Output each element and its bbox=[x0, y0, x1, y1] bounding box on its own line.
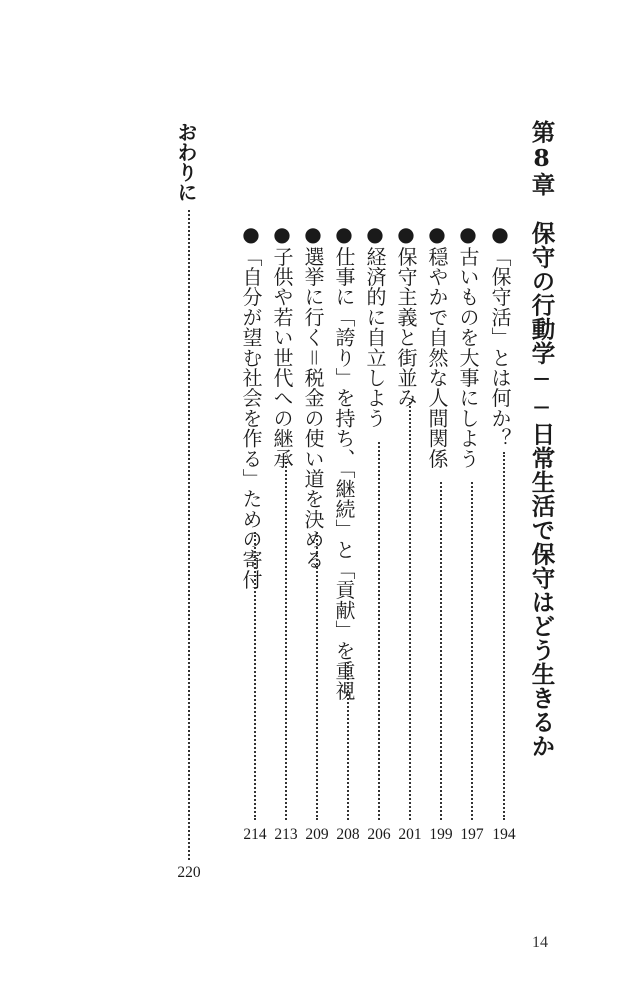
toc-entry-7[interactable] bbox=[303, 0, 333, 1000]
page-number: 197 bbox=[460, 826, 484, 843]
chapter-title: 保守の行動学──日常生活で保守はどう生きるか bbox=[527, 221, 556, 758]
toc-entry-text: ●保守主義と街並み bbox=[394, 222, 418, 408]
page-number: 213 bbox=[274, 826, 298, 843]
dot-leader bbox=[347, 662, 349, 820]
dot-leader bbox=[409, 402, 411, 820]
toc-entry-1[interactable] bbox=[490, 0, 520, 1000]
toc-entry-2[interactable] bbox=[458, 0, 488, 1000]
page-number: 209 bbox=[305, 826, 329, 843]
toc-entry-text: ●選挙に行く＝税金の使い道を決める bbox=[301, 222, 325, 570]
page-number: 220 bbox=[177, 864, 201, 881]
toc-entry-5[interactable] bbox=[365, 0, 395, 1000]
toc-entry-text: ●古いものを大事にしよう bbox=[456, 222, 480, 469]
toc-entry-text: ●「保守活」とは何か？ bbox=[488, 222, 512, 449]
chapter-label: 第8章 bbox=[527, 120, 556, 197]
dot-leader bbox=[188, 210, 190, 860]
toc-entry-9[interactable] bbox=[241, 0, 271, 1000]
closing-title: おわりに bbox=[174, 122, 198, 202]
page-number: 206 bbox=[367, 826, 391, 843]
dot-leader bbox=[254, 532, 256, 820]
toc-entry-text: ●穏やかで自然な人間関係 bbox=[425, 222, 449, 469]
page-number: 194 bbox=[492, 826, 516, 843]
page-number: 201 bbox=[398, 826, 422, 843]
toc-entry-text: ●経済的に自立しよう bbox=[363, 222, 387, 428]
dot-leader bbox=[471, 482, 473, 820]
dot-leader bbox=[285, 462, 287, 820]
page-number: 214 bbox=[243, 826, 267, 843]
page-number: 208 bbox=[336, 826, 360, 843]
toc-entry-text: ●仕事に「誇り」を持ち、「継続」と「貢献」を重視 bbox=[332, 222, 356, 701]
toc-entry-6[interactable] bbox=[334, 0, 364, 1000]
toc-closing[interactable] bbox=[176, 0, 206, 1000]
page-number: 199 bbox=[429, 826, 453, 843]
chapter-heading bbox=[529, 0, 559, 1000]
toc-entry-4[interactable] bbox=[396, 0, 426, 1000]
toc-entry-text: ●子供や若い世代への継承 bbox=[270, 222, 294, 469]
dot-leader bbox=[378, 442, 380, 820]
toc-entry-3[interactable] bbox=[427, 0, 457, 1000]
folio-page-number: 14 bbox=[532, 934, 548, 951]
dot-leader bbox=[503, 452, 505, 820]
toc-entry-8[interactable] bbox=[272, 0, 302, 1000]
dot-leader bbox=[316, 532, 318, 820]
toc-entry-text: ●「自分が望む社会を作る」ための寄付 bbox=[239, 222, 263, 590]
dot-leader bbox=[440, 482, 442, 820]
